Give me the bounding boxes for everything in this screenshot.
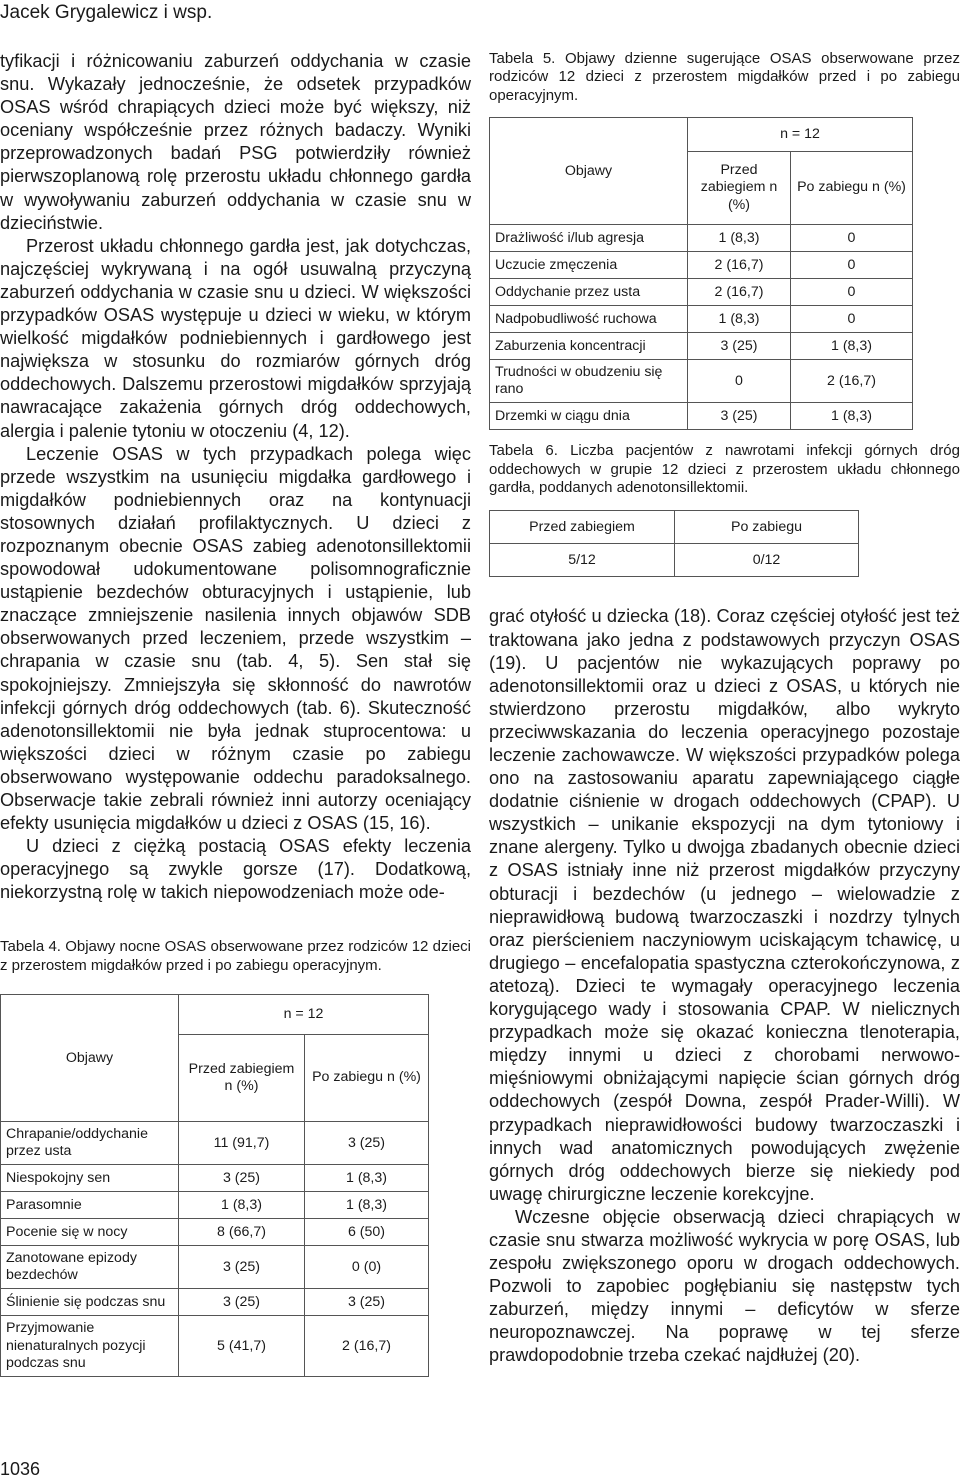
table-row: [1, 1289, 429, 1316]
table4-before-value: 3 (25): [179, 1246, 305, 1289]
table5-after-value: 0: [791, 252, 913, 279]
table-row: [490, 306, 913, 333]
table4-symptom: Zanotowane epizody bezdechów: [1, 1246, 179, 1289]
table4-before-value: 8 (66,7): [179, 1219, 305, 1246]
table4-after-value: 3 (25): [305, 1122, 429, 1165]
body-paragraph: Wczesne objęcie obserwacją dzieci chrapiących w czasie snu stwarza możliwość wykrycia w porę OSAS, lub zespołu zwiększonego oporu w drogach oddechowych. Pozwoli to zapobiec pogłębianiu się następstw tych zaburzeń, między innymi – deficytów w sferze neuropoznawczej. Na poprawę w tej sferze prawdopodobnie trzeba czekać najdłużej (20).: [489, 1206, 960, 1366]
table5-symptom: Nadpobudliwość ruchowa: [490, 306, 688, 333]
table5-before-value: 1 (8,3): [688, 225, 791, 252]
table6-header-after: Po zabiegu: [675, 511, 859, 544]
table6: [489, 510, 859, 577]
table4-symptom: Niespokojny sen: [1, 1165, 179, 1192]
table5-before-value: 2 (16,7): [688, 252, 791, 279]
table5-symptom: Zaburzenia koncentracji: [490, 333, 688, 360]
table4-before-value: 11 (91,7): [179, 1122, 305, 1165]
table5-symptom: Oddychanie przez usta: [490, 279, 688, 306]
table6-caption: Tabela 6. Liczba pacjentów z nawrotami infekcji górnych dróg oddechowych w grupie 12 dzieci z przerostem układu chłonnego gardła, poddanych adenotonsillektomii.: [489, 442, 960, 497]
table-row: [490, 544, 859, 577]
table-row: [490, 279, 913, 306]
table5-before-value: 3 (25): [688, 333, 791, 360]
table5-after-value: 0: [791, 306, 913, 333]
table4-after-value: 0 (0): [305, 1246, 429, 1289]
table4-symptom: Przyjmowanie nienaturalnych pozycji podczas snu: [1, 1316, 179, 1377]
table5-after-value: 0: [791, 225, 913, 252]
table4-symptom: Pocenie się w nocy: [1, 1219, 179, 1246]
table5-symptom: Uczucie zmęczenia: [490, 252, 688, 279]
table-row: [1, 1122, 429, 1165]
left-column: [0, 50, 471, 1377]
table5-before-value: 3 (25): [688, 403, 791, 430]
table4-after-value: 2 (16,7): [305, 1316, 429, 1377]
table-row: [1, 1316, 429, 1377]
table4-header-after: Po zabiegu n (%): [305, 1034, 429, 1122]
table5-symptom: Trudności w obudzeniu się rano: [490, 360, 688, 403]
table5-header-group: n = 12: [688, 118, 913, 151]
table-row: [1, 1165, 429, 1192]
table4-after-value: 3 (25): [305, 1289, 429, 1316]
table4-after-value: 1 (8,3): [305, 1165, 429, 1192]
body-paragraph: U dzieci z ciężką postacią OSAS efekty leczenia operacyjnego są zwykle gorsze (17). Dodatkową, niekorzystną rolę w takich niepowodzeniach może ode-: [0, 836, 471, 903]
table5-after-value: 0: [791, 279, 913, 306]
table5-caption: Tabela 5. Objawy dzienne sugerujące OSAS obserwowane przez rodziców 12 dzieci z przerostem migdałków przed i po zabiegu operacyjnym.: [489, 50, 960, 104]
table5-before-value: 0: [688, 360, 791, 403]
table5: [489, 117, 913, 430]
right-column: [489, 50, 960, 1368]
table-row: [490, 403, 913, 430]
table6-before-value: 5/12: [490, 544, 675, 577]
table5-header-before: Przed zabiegiem n (%): [688, 151, 791, 225]
table6-header-before: Przed zabiegiem: [490, 511, 675, 544]
table4-header-objawy: Objawy: [1, 995, 179, 1122]
table4-before-value: 1 (8,3): [179, 1192, 305, 1219]
table-row: [490, 225, 913, 252]
table5-before-value: 2 (16,7): [688, 279, 791, 306]
table4-header-group: n = 12: [179, 995, 429, 1034]
table5-header-after: Po zabiegu n (%): [791, 151, 913, 225]
body-paragraph: grać otyłość u dziecka (18). Coraz częściej otyłość jest też traktowana jako jedna z podstawowych przyczyn OSAS (19). U pacjentów nie wykazujących poprawy po adenotonsillektomii oraz u dzieci z OSAS, u których nie stwierdzono przerostu migdałków, albo wykryto przeciwwskazania do leczenia operacyjnego pozostaje leczenie zachowawcze. W większości przypadków polega ono na zastosowaniu aparatu zapewniającego ciągłe dodatnie ciśnienie w drogach oddechowych (CPAP). U wszystkich – unikanie ekspozycji na dym tytoniowy i znane alergeny. Tylko u dwojga zbadanych obecnie dzieci z OSAS istniały inne niż przerost migdałków przyczyny obturacji i bezdechów (u jednego – wielowadzie z nieprawidłową budową twarzoczaszki i nozdrzy tylnych oraz pierścieniem naczyniowym uciskającym tchawicę, u drugiego – encefalopatia spastyczna czterokończynowa, z atetozą). Dzieci te wymagały operacyjnego leczenia korygującego wady i stosowania CPAP. W nielicznych przypadkach może się okazać konieczna tlenoterapia, między innymi u dzieci z chorobami nerwowo-mięśniowymi obniżającymi napięcie ścian górnych dróg oddechowych (zespół Downa, zespół Prader-Willi). W przypadkach nieprawidłowości budowy twarzoczaszki i innych wad anatomicznych powodujących zwężenie górnych dróg oddechowych bierze się niekiedy pod uwagę chirurgiczne leczenie korekcyjne.: [489, 606, 960, 1204]
table5-after-value: 1 (8,3): [791, 333, 913, 360]
table4-before-value: 3 (25): [179, 1165, 305, 1192]
table-row: [490, 360, 913, 403]
table5-before-value: 1 (8,3): [688, 306, 791, 333]
table-row: [1, 1219, 429, 1246]
table-row: [490, 252, 913, 279]
table4-caption: Tabela 4. Objawy nocne OSAS obserwowane przez rodziców 12 dzieci z przerostem migdałków przed i po zabiegu operacyjnym.: [0, 938, 471, 974]
table4-after-value: 6 (50): [305, 1219, 429, 1246]
table6-after-value: 0/12: [675, 544, 859, 577]
body-paragraph: Leczenie OSAS w tych przypadkach polega więc przede wszystkim na usunięciu migdałka gardłowego i migdałków podniebiennych oraz na kontynuacji stosownych działań profilaktycznych. U dzieci z rozpoznanym obecnie OSAS zabieg adenotonsillektomii spowodował udokumentowane polisomnograficznie ustąpienie bezdechów obturacyjnych i ustąpienie, lub znaczące zmniejszenie nasilenia innych objawów SDB obserwowanych przed leczeniem, przede wszystkim – chrapania w czasie snu (tab. 4, 5). Sen stał się spokojniejszy. Zmniejszyła się skłonność do nawrotów infekcji górnych dróg oddechowych (tab. 6). Skuteczność adenotonsillektomii nie była jednak stuprocentowa: u większości dzieci w różnym czasie po zabiegu obserwowano występowanie oddechu paradoksalnego. Obserwacje takie zebrali również inni autorzy oceniający efekty usunięcia migdałków u dzieci z OSAS (15, 16).: [0, 443, 471, 834]
table5-symptom: Drzemki w ciągu dnia: [490, 403, 688, 430]
table-row: [1, 1192, 429, 1219]
table4-symptom: Chrapanie/oddychanie przez usta: [1, 1122, 179, 1165]
table4: [0, 994, 429, 1377]
table4-header-before: Przed zabiegiem n (%): [179, 1034, 305, 1122]
table5-symptom: Drażliwość i/lub agresja: [490, 225, 688, 252]
table5-after-value: 1 (8,3): [791, 403, 913, 430]
body-paragraph: tyfikacji i różnicowaniu zaburzeń oddychania w czasie snu. Wykazały jednocześnie, że odsetek przypadków OSAS wśród chrapiących dzieci może być większy, niż oceniany współcześnie przez różnych badaczy. Wyniki przeprowadzonych badań PSG potwierdziły również pierwszoplanową rolę przerostu układu chłonnego gardła w wywoływaniu zaburzeń oddychania w czasie snu w dzieciństwie.: [0, 51, 471, 233]
table-row: [490, 333, 913, 360]
body-paragraph: Przerost układu chłonnego gardła jest, jak dotychczas, najczęściej wykrywaną i na ogół usuwalną przyczyną zaburzeń oddychania w czasie snu u dzieci. W większości przypadków OSAS występuje u dzieci w wieku, w którym wielkość migdałków podniebiennych i gardłowego jest największa w stosunku do rozmiarów górnych dróg oddechowych. Dalszemu przerostowi migdałków sprzyjają nawracające zakażenia górnych dróg oddechowych, alergia i palenie tytoniu w otoczeniu (4, 12).: [0, 235, 471, 441]
table5-after-value: 2 (16,7): [791, 360, 913, 403]
table4-symptom: Ślinienie się podczas snu: [1, 1289, 179, 1316]
page-number: 1036: [0, 1459, 41, 1479]
table5-header-objawy: Objawy: [490, 118, 688, 225]
table4-symptom: Parasomnie: [1, 1192, 179, 1219]
running-header-authors: Jacek Grygalewicz i wsp.: [0, 2, 213, 23]
table-row: [1, 1246, 429, 1289]
table4-after-value: 1 (8,3): [305, 1192, 429, 1219]
table4-before-value: 5 (41,7): [179, 1316, 305, 1377]
table4-before-value: 3 (25): [179, 1289, 305, 1316]
